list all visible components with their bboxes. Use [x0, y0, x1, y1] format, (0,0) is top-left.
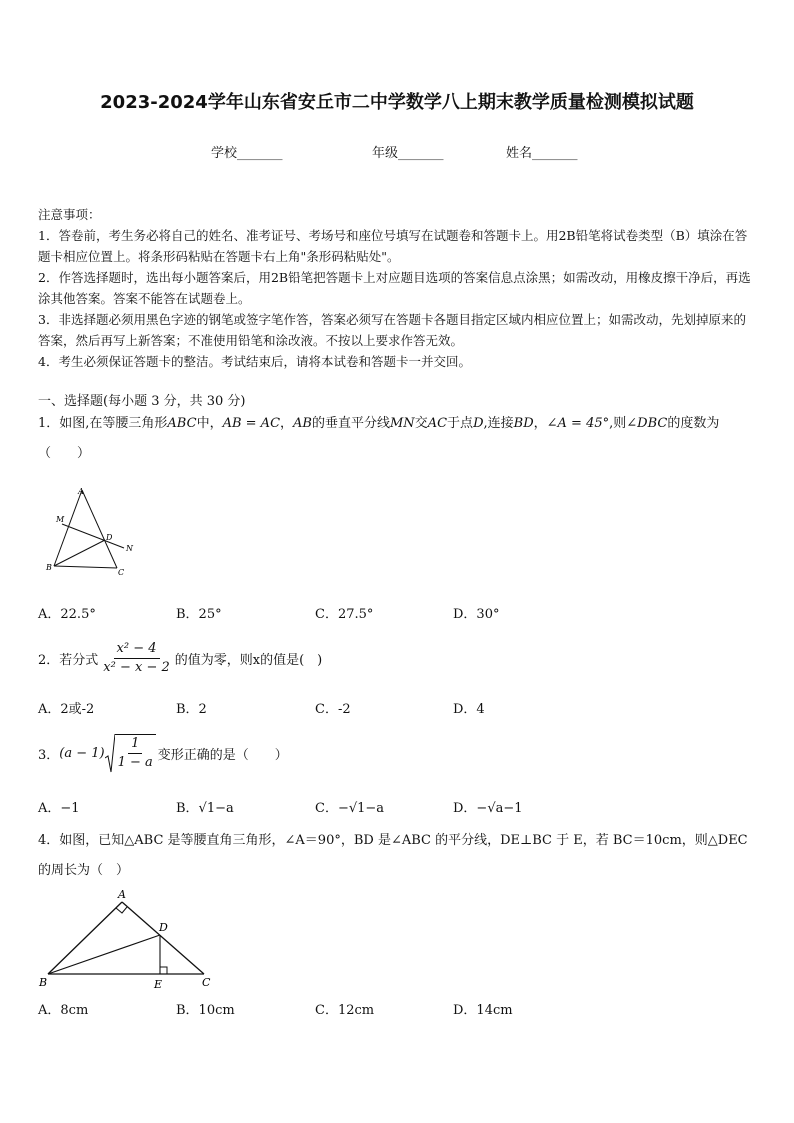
q3-numerator: 1 — [128, 735, 142, 754]
fig1-label-a: A — [78, 487, 84, 496]
q1-math: ABC — [167, 416, 197, 431]
fig4-segment-bd — [48, 935, 160, 974]
q4-option-b: B．10cm — [176, 1003, 235, 1018]
q1-option-c: C．27.5° — [315, 607, 374, 622]
fig1-side-ab — [54, 490, 82, 566]
q1-math: AC — [427, 416, 448, 431]
note-item-3: 3．非选择题必须用黑色字迹的钢笔或签字笔作答，答案必须写在答题卡各题目指定区域内相应位置上；如需改动，先划掉原来的答案，然后再写上新答案；不准使用铅笔和涂改液。不按以上要求作答无效。 — [38, 312, 746, 348]
fig4-side-ab — [48, 902, 122, 974]
q4-option-a: A．8cm — [38, 1003, 89, 1018]
q1-text: 的度数为（ ） — [38, 416, 720, 461]
q2-text-1: 若分式 — [59, 653, 99, 668]
q4-option-d: D．14cm — [453, 1003, 513, 1018]
fig1-label-d: D — [106, 533, 113, 542]
q3-radical — [105, 732, 158, 774]
q1-text: 中， — [196, 416, 223, 431]
q1-text: ， — [533, 416, 547, 431]
q1-math: ∠DBC — [626, 416, 668, 431]
q3-fraction — [115, 734, 156, 772]
q1-text: 于点 — [447, 416, 474, 431]
q1-text: 交 — [414, 416, 428, 431]
q2-option-b: B．2 — [176, 702, 207, 717]
q3-option-b: B．√1−a — [176, 801, 234, 816]
fig1-side-ac — [82, 490, 117, 568]
note-item-1: 1．答卷前，考生务必将自己的姓名、准考证号、考场号和座位号填写在试题卷和答题卡上。用2B铅笔将试卷类型（B）填涂在答题卡相应位置上。将条形码粘贴在答题卡右上角"条形码粘贴处"。 — [38, 228, 748, 264]
q1-figure — [38, 482, 138, 580]
notes-block — [38, 204, 758, 372]
right-angle-a-icon — [116, 907, 127, 913]
q1-math: AB — [293, 416, 312, 431]
fig1-line-mn — [62, 524, 124, 548]
q2-fraction — [100, 640, 172, 677]
q1-option-d: D．30° — [453, 607, 500, 622]
q2-option-a: A．2或-2 — [38, 702, 95, 717]
q1-math: D — [473, 416, 484, 431]
q1-num: 1． — [38, 416, 60, 431]
fig4-side-ac — [122, 902, 204, 974]
fig4-label-d: D — [159, 921, 168, 934]
note-item-2: 2．作答选择题时，选出每小题答案后，用2B铅笔把答题卡上对应题目选项的答案信息点涂黑；如需改动，用橡皮擦干净后，再选涂其他答案。答案不能答在试题卷上。 — [38, 270, 751, 306]
q1-option-b: B．25° — [176, 607, 222, 622]
question-4: 4．如图，已知△ABC 是等腰直角三角形，∠A＝90°，BD 是∠ABC 的平分线，DE⊥BC 于 E，若 BC＝10cm，则△DEC 的周长为（ ） — [38, 833, 748, 878]
q1-text: ,则 — [609, 416, 627, 431]
fig1-label-b: B — [46, 563, 52, 572]
note-item-4: 4．考生必须保证答题卡的整洁。考试结束后，请将本试卷和答题卡一并交回。 — [38, 354, 471, 369]
q1-math: MN — [390, 416, 415, 431]
radical-sign-icon — [105, 732, 115, 774]
q1-math: ∠A = 45° — [546, 416, 610, 431]
q3-prefix: (a − 1) — [59, 745, 105, 761]
q4-figure — [36, 886, 216, 994]
fig1-label-m: M — [56, 515, 65, 524]
fig4-label-a: A — [118, 888, 126, 901]
name-field: 姓名_______ — [506, 146, 578, 161]
q2-num: 2． — [38, 653, 60, 668]
q2-option-c: C．-2 — [315, 702, 351, 717]
q1-text: ,连接 — [483, 416, 514, 431]
right-angle-e-icon — [160, 967, 167, 974]
q2-text-2: 的值为零，则x的值是( ) — [174, 653, 323, 668]
question-2 — [38, 640, 322, 677]
notes-heading: 注意事项： — [38, 207, 101, 222]
fig1-side-bc — [54, 566, 117, 568]
q3-num: 3． — [38, 747, 60, 763]
q2-numerator: x² − 4 — [114, 640, 160, 659]
q1-option-a: A．22.5° — [38, 607, 96, 622]
q2-option-d: D．4 — [453, 702, 485, 717]
q3-denominator: 1 − a — [117, 755, 153, 770]
q2-denominator: x² − x − 2 — [103, 660, 170, 675]
q1-text: 如图,在等腰三角形 — [59, 416, 168, 431]
section-heading: 一、选择题(每小题 3 分，共 30 分) — [38, 394, 246, 409]
q1-math: BD — [513, 416, 534, 431]
grade-field: 年级_______ — [372, 146, 444, 161]
school-field: 学校_______ — [211, 146, 283, 161]
fig4-label-e: E — [154, 978, 163, 991]
q3-option-d: D．−√a−1 — [453, 801, 523, 816]
fig1-label-n: N — [126, 544, 133, 553]
fig4-label-b: B — [39, 976, 48, 989]
question-3 — [38, 732, 288, 774]
q1-text: ， — [280, 416, 294, 431]
q4-option-c: C．12cm — [315, 1003, 375, 1018]
question-1 — [38, 409, 758, 469]
q3-option-c: C．−√1−a — [315, 801, 385, 816]
q3-text: 变形正确的是（ ） — [157, 747, 288, 763]
fig1-label-c: C — [118, 568, 125, 577]
fig4-label-c: C — [202, 976, 211, 989]
q3-option-a: A．−1 — [38, 801, 80, 816]
q1-math: AB = AC — [222, 416, 281, 431]
q1-text: 的垂直平分线 — [311, 416, 390, 431]
page-title: 2023-2024学年山东省安丘市二中学数学八上期末教学质量检测模拟试题 — [100, 92, 694, 113]
